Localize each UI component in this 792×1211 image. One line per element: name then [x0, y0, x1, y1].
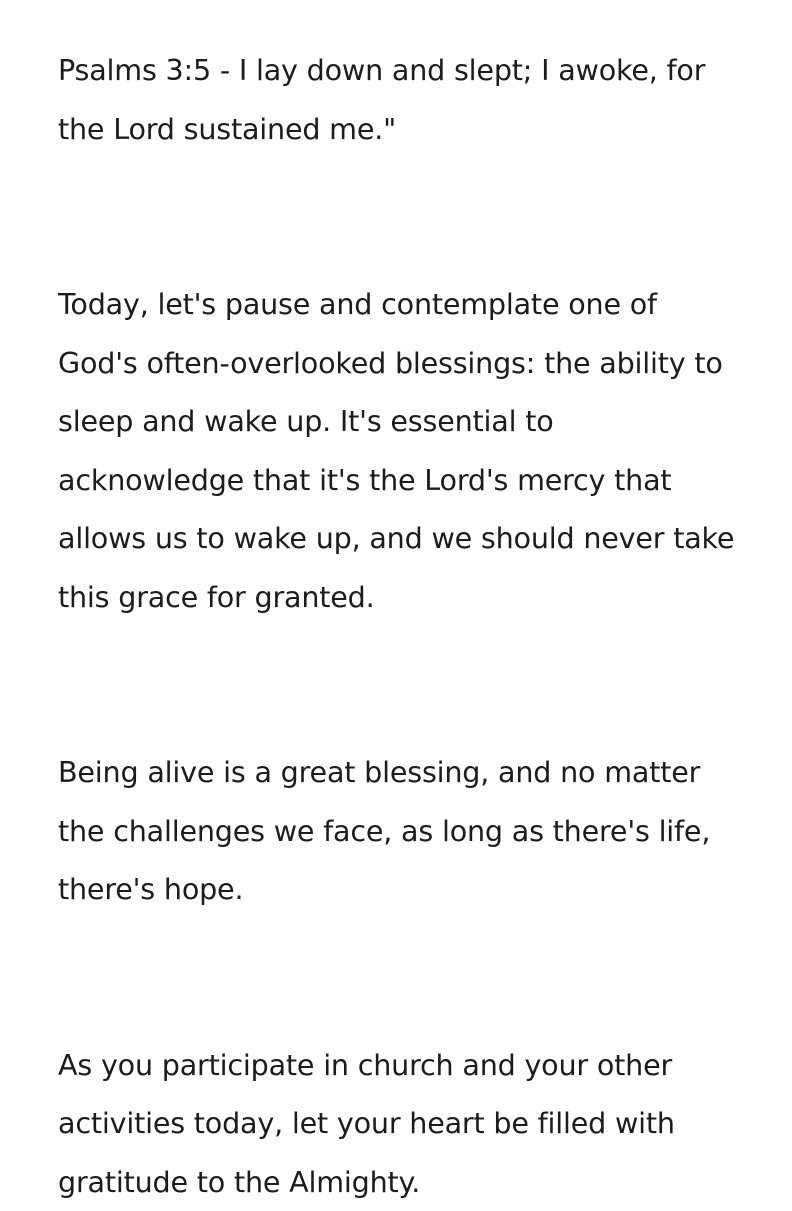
reflection-paragraph: [58, 275, 758, 626]
text-line: Psalms 3:5 - I lay down and slept; I awoke, for: [58, 41, 758, 100]
text-line: As you participate in church and your other: [58, 1036, 758, 1095]
text-line: this grace for granted.: [58, 568, 758, 627]
text-line: God's often-overlooked blessings: the ability to: [58, 334, 758, 393]
text-line: gratitude to the Almighty.: [58, 1153, 758, 1211]
verse-paragraph: [58, 41, 758, 158]
text-line: activities today, let your heart be filled with: [58, 1094, 758, 1153]
text-line: the Lord sustained me.": [58, 100, 758, 159]
text-line: allows us to wake up, and we should never take: [58, 509, 758, 568]
paragraph-spacer: [58, 919, 792, 1036]
blessing-paragraph: [58, 743, 758, 919]
gratitude-paragraph: [58, 1036, 758, 1211]
text-line: sleep and wake up. It's essential to: [58, 392, 758, 451]
text-line: Being alive is a great blessing, and no matter: [58, 743, 758, 802]
paragraph-spacer: [58, 626, 792, 743]
paragraph-spacer: [58, 158, 792, 275]
text-line: the challenges we face, as long as there's life,: [58, 802, 758, 861]
text-line: acknowledge that it's the Lord's mercy that: [58, 451, 758, 510]
text-line: there's hope.: [58, 860, 758, 919]
text-line: Today, let's pause and contemplate one of: [58, 275, 758, 334]
